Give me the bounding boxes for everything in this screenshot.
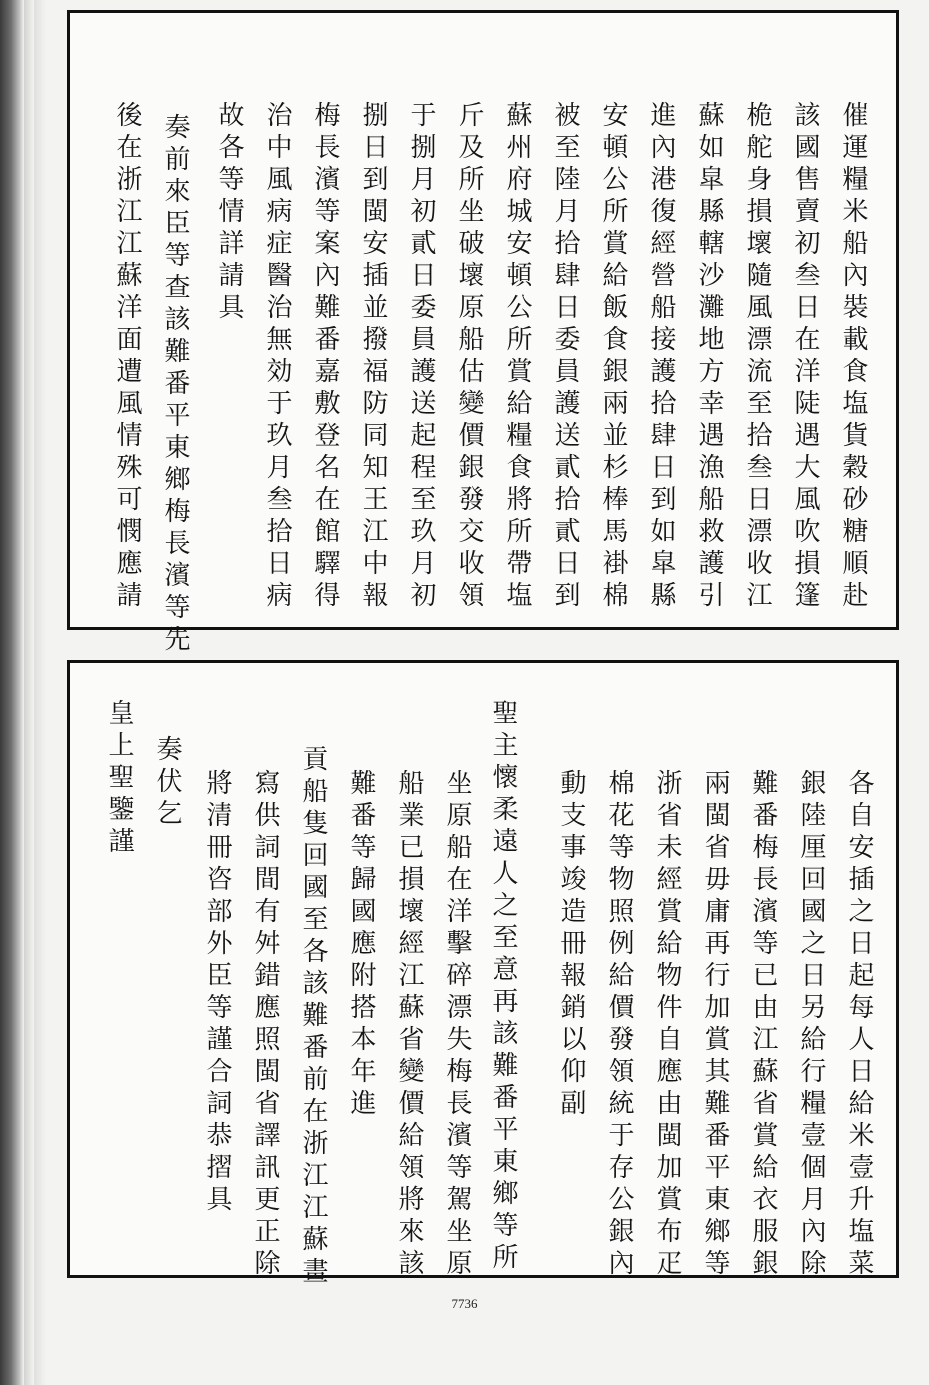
page-curl-shadow: [34, 0, 46, 1385]
text-column: 蘇如皐縣轄沙灘地方幸遇漁船救護引: [694, 101, 724, 613]
text-column: 坐原船在洋擊碎漂失梅長濱等駕坐原: [442, 769, 472, 1281]
text-column: 被至陸月拾肆日委員護送貳拾貳日到: [550, 101, 580, 613]
text-column: 該國售賣初叁日在洋陡遇大風吹損篷: [790, 101, 820, 613]
text-column: 進內港復經營船接護拾肆日到如皐縣: [646, 101, 676, 613]
book-binding-shadow: [0, 0, 24, 1385]
text-column: 故各等情詳請具: [214, 101, 244, 325]
memorial-panel-lower: [67, 660, 899, 1289]
text-column: 奏伏乞: [152, 735, 182, 831]
text-column: 梅長濱等案內難番嘉敷登名在館驛得: [310, 101, 340, 613]
text-column: 難番梅長濱等已由江蘇省賞給衣服銀: [748, 769, 778, 1281]
text-column: 各自安插之日起每人日給米壹升塩菜: [844, 769, 874, 1281]
binding-gradient: [24, 0, 34, 1385]
text-column: 浙省未經賞給物件自應由閩加賞布疋: [652, 769, 682, 1281]
text-column: 貢船隻回國至各該難番前在浙江江蘇畫: [298, 745, 328, 1289]
text-column: 捌日到閩安插並撥福防同知王江中報: [358, 101, 388, 613]
text-column-elevated: 皇上聖鑒謹: [104, 699, 134, 859]
text-column: 催運糧米船內裝載食塩貨穀砂糖順赴: [838, 101, 868, 613]
text-column: 銀陸厘回國之日另給行糧壹個月內除: [796, 769, 826, 1281]
text-column: 將清冊咨部外臣等謹合詞恭摺具: [202, 769, 232, 1217]
text-column: 奏前來臣等查該難番平東鄉梅長濱等先: [160, 113, 190, 657]
text-column: 于捌月初貳日委員護送起程至玖月初: [406, 101, 436, 613]
text-column: 難番等歸國應附搭本年進: [346, 769, 376, 1121]
text-column: 動支事竣造冊報銷以仰副: [556, 769, 586, 1121]
text-column: 桅舵身損壞隨風漂流至拾叁日漂收江: [742, 101, 772, 613]
text-column: 棉花等物照例給價發領統于存公銀內: [604, 769, 634, 1281]
text-column: 後在浙江江蘇洋面遭風情殊可憫應請: [112, 101, 142, 613]
text-column: 寫供詞間有舛錯應照閩省譯訊更正除: [250, 769, 280, 1281]
text-column-elevated: 聖主懷柔遠人之至意再該難番平東鄉等所: [488, 699, 518, 1275]
text-column: 兩閩省毋庸再行加賞其難番平東鄉等: [700, 769, 730, 1281]
text-column: 安頓公所賞給飯食銀兩並杉棒馬褂棉: [598, 101, 628, 613]
memorial-panel-upper: [67, 10, 899, 657]
text-column: 蘇州府城安頓公所賞給糧食將所帶塩: [502, 101, 532, 613]
page-number: 7736: [451, 1296, 478, 1311]
text-column: 船業已損壞經江蘇省變價給領將來該: [394, 769, 424, 1281]
text-column: 治中風病症醫治無効于玖月叁拾日病: [262, 101, 292, 613]
text-column: 斤及所坐破壞原船估變價銀發交收領: [454, 101, 484, 613]
